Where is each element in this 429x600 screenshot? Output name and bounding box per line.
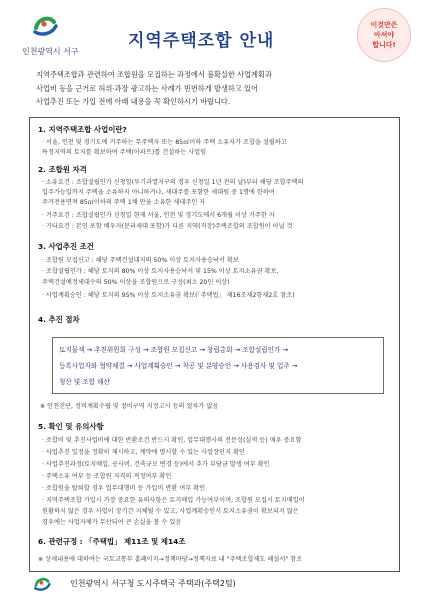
footer	[30, 575, 399, 593]
flow-line: 등록사업자와 협약체결 → 사업계획승인 → 착공 및 분양승인 → 사용검사 및 입주 →	[59, 362, 298, 370]
section-2-line: 입주가능일까지 주택을 소유하지 아니하거나, 세대주를 포함한 세대원 중 1명에 한하여	[42, 189, 275, 196]
section-3-line: 주택건설예정세대수의 50% 이상을 조합원으로 구성(최소 20인 이상)	[42, 279, 230, 286]
section-2-line: · 소유요건 : 조합설립인가 신청일(투기과열지구의 경우 신청일 1년 전의 날)부터 해당 조합주택의	[42, 179, 304, 186]
badge-line-2: 아셔야	[373, 31, 395, 39]
section-5-line: 원활하지 않은 경우 사업이 장기간 지체될 수 있고, 사업계획승인시 토지소유권이 확보되지 않은	[42, 508, 299, 515]
intro-line: 지역주택조합과 관련하여 조합원을 모집하는 과정에서 불확실한 사업계획과	[36, 70, 272, 79]
header	[0, 0, 429, 60]
section-3-line: · 조합원 모집신고 : 해당 주택건설대지의 50% 이상 토지사용승낙서 확보	[42, 257, 239, 264]
section-1-title: 1. 지역주택조합 사업이란?	[38, 125, 127, 134]
page-title: 지역주택조합 안내	[128, 31, 275, 51]
section-5-line: · 지역주택조합 가입시 가장 중요한 유의사항은 토지매입 가능여부이며, 조합원 모집시 토지매입이	[42, 497, 305, 504]
section-2-title: 2. 조합원 자격	[38, 165, 87, 174]
intro-line: 사업비 등을 근거로 허위·과장 광고하는 사례가 빈번하게 발생하고 있어	[36, 83, 258, 93]
section-5-line: 경우에는 사업자체가 무산되어 큰 손실을 볼 수 있음	[42, 519, 182, 526]
section-5-line: · 조합원을 탈퇴할 경우 업무대행비 등 가입비 반환 여부 확인	[42, 485, 206, 492]
info-box	[29, 117, 400, 572]
section-6-title: 6. 관련규정 : 「주택법」 제11조 및 제14조	[38, 537, 186, 546]
section-5-line: · 사업추진 일정을 정확히 제시하고, 계약에 명시할 수 있는 사업장인지 확인	[42, 449, 245, 456]
procedure-flow-box	[52, 337, 384, 394]
section-3-line: · 사업계획승인 : 해당 토지의 95% 이상 토지소유권 확보(「주택법」 제16조제2항제2호 참조)	[42, 292, 295, 299]
section-2-line: · 기타요건 : 본인 포함 배우자(분리세대 포함)가 다른 지역(직장)주택조합의 조합원이 아닐 것	[42, 223, 293, 230]
incheon-seogu-logo	[22, 14, 86, 58]
section-5-line: · 사업추진과정(토지매입, 공사비, 건축규모 변경 등)에서 추가 부담금 발생 여부 확인	[42, 461, 270, 468]
intro-line: 사업추진 또는 가입 전에 아래 내용을 꼭 확인하시기 바랍니다.	[36, 97, 231, 106]
section-4-title: 4. 추진 절차	[38, 315, 80, 324]
intro-paragraph	[36, 68, 396, 109]
section-3-line: · 조합설립인가 : 해당 토지의 80% 이상 토지사용승낙서 및 15% 이상 토지소유권 확보,	[42, 268, 279, 275]
notice-badge	[357, 8, 411, 62]
flow-line: 청산 및 조합 해산	[59, 378, 110, 386]
section-1-line: 특정지역의 토지를 확보하여 주택(아파트)를 건설하는 사업임	[42, 149, 207, 156]
section-3-title: 3. 사업추진 조건	[38, 242, 94, 251]
incheon-emblem-icon	[32, 14, 58, 36]
section-2-line: · 거주요건 : 조합설립인가 신청일 현재 서울, 인천 및 경기도에서 6개월 이상 거주한 자	[42, 212, 275, 219]
footer-department: 인천광역시 서구청 도시주택국 주택과(주택2팀)	[70, 579, 236, 588]
section-2-line: 주거전용면적 85㎡이하의 주택 1채 만을 소유한 세대주인 자	[42, 199, 206, 206]
section-6-note: ※ 상세내용에 대하여는 국토교통부 홈페이지→정책마당→정책자료 내 "주택조합제도 해설서" 참조	[38, 556, 303, 563]
section-5-line: · 조합비 및 추진사업비에 대한 반환조건 반드시 확인, 업무대행사의 전문성(실적 등) 매우 중요함	[42, 437, 302, 444]
org-name: 인천광역시 서구	[22, 47, 79, 56]
section-5-title: 5. 확인 및 유의사항	[38, 422, 104, 431]
badge-line-3: 합니다!	[372, 41, 396, 49]
flow-line: 토지물색 → 추진위원회 구성 → 조합원 모집신고 → 창립총회 → 조합설립인가 →	[59, 346, 289, 354]
section-5-line: · 주택소유 여부 등 조합원 자격의 적정여부 확인	[42, 473, 172, 480]
badge-line-1: 이것만은	[370, 21, 398, 29]
incheon-emblem-icon	[32, 576, 52, 591]
section-4-note: ※ 안전진단, 정비계획수립 및 정비구역 지정고시 등의 절차가 없음	[40, 403, 219, 410]
section-1-line: · 서울, 인천 및 경기도에 거주하는 무주택자 또는 85㎡이하 주택 소유자가 조합을 설립하고	[42, 139, 287, 146]
